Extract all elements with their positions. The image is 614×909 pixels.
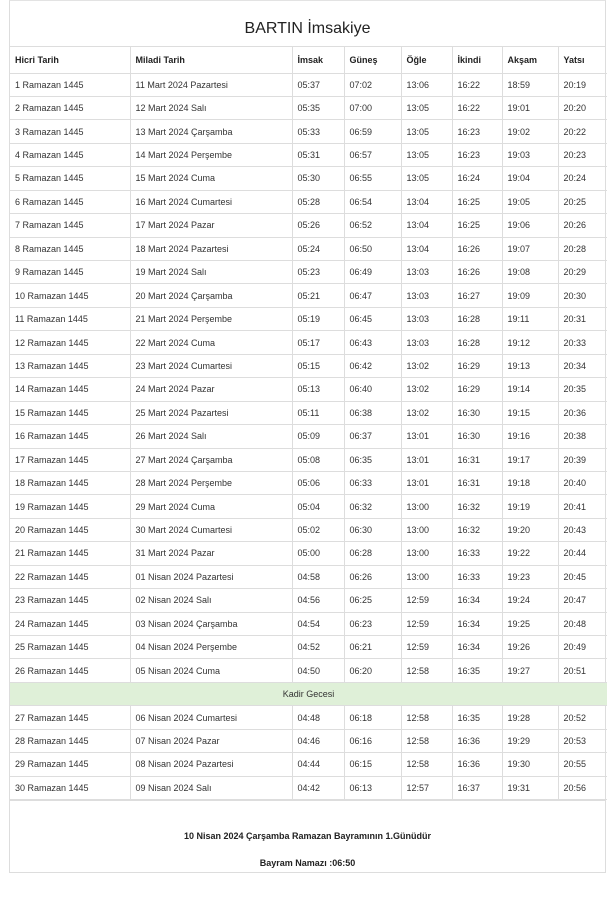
cell-ogle-time: 13:00	[401, 518, 452, 541]
cell-yatsi-time: 20:26	[558, 214, 607, 237]
cell-imsak-time: 04:56	[292, 589, 344, 612]
page-title: BARTIN İmsakiye	[10, 1, 605, 47]
cell-aksam-time: 19:27	[502, 659, 558, 682]
cell-hicri-date: 5 Ramazan 1445	[10, 167, 130, 190]
kadir-gecesi-row	[10, 682, 607, 705]
cell-hicri-date: 14 Ramazan 1445	[10, 378, 130, 401]
cell-aksam-time: 19:15	[502, 401, 558, 424]
cell-yatsi-time: 20:29	[558, 261, 607, 284]
cell-gunes-time: 06:49	[344, 261, 401, 284]
cell-aksam-time: 19:14	[502, 378, 558, 401]
cell-imsak-time: 04:50	[292, 659, 344, 682]
table-row	[10, 706, 607, 729]
table-row	[10, 167, 607, 190]
col-header-hicri: Hicri Tarih	[10, 47, 130, 73]
cell-ogle-time: 12:58	[401, 706, 452, 729]
cell-gunes-time: 06:26	[344, 565, 401, 588]
cell-ikindi-time: 16:30	[452, 401, 502, 424]
cell-ikindi-time: 16:28	[452, 307, 502, 330]
cell-yatsi-time: 20:40	[558, 471, 607, 494]
cell-yatsi-time: 20:39	[558, 448, 607, 471]
cell-miladi-date: 15 Mart 2024 Cuma	[130, 167, 292, 190]
bayram-notice: 10 Nisan 2024 Çarşamba Ramazan Bayramının 1.Günüdür	[183, 831, 432, 841]
cell-miladi-date: 28 Mart 2024 Perşembe	[130, 471, 292, 494]
cell-ogle-time: 13:04	[401, 190, 452, 213]
cell-imsak-time: 05:31	[292, 143, 344, 166]
cell-aksam-time: 19:06	[502, 214, 558, 237]
cell-aksam-time: 19:20	[502, 518, 558, 541]
cell-yatsi-time: 20:51	[558, 659, 607, 682]
cell-imsak-time: 05:13	[292, 378, 344, 401]
table-row	[10, 354, 607, 377]
cell-ogle-time: 13:05	[401, 120, 452, 143]
col-header-gunes: Güneş	[344, 47, 401, 73]
cell-hicri-date: 12 Ramazan 1445	[10, 331, 130, 354]
cell-yatsi-time: 20:52	[558, 706, 607, 729]
cell-yatsi-time: 20:35	[558, 378, 607, 401]
table-row	[10, 401, 607, 424]
cell-ogle-time: 13:00	[401, 542, 452, 565]
cell-gunes-time: 06:59	[344, 120, 401, 143]
cell-hicri-date: 26 Ramazan 1445	[10, 659, 130, 682]
cell-gunes-time: 06:21	[344, 636, 401, 659]
cell-miladi-date: 29 Mart 2024 Cuma	[130, 495, 292, 518]
table-row	[10, 542, 607, 565]
cell-gunes-time: 06:35	[344, 448, 401, 471]
cell-ogle-time: 13:00	[401, 565, 452, 588]
cell-yatsi-time: 20:41	[558, 495, 607, 518]
cell-miladi-date: 31 Mart 2024 Pazar	[130, 542, 292, 565]
cell-gunes-time: 06:25	[344, 589, 401, 612]
cell-gunes-time: 06:33	[344, 471, 401, 494]
table-row	[10, 120, 607, 143]
cell-miladi-date: 23 Mart 2024 Cumartesi	[130, 354, 292, 377]
cell-ogle-time: 13:03	[401, 284, 452, 307]
cell-imsak-time: 05:06	[292, 471, 344, 494]
table-row	[10, 378, 607, 401]
cell-gunes-time: 06:23	[344, 612, 401, 635]
col-header-ogle: Öğle	[401, 47, 452, 73]
cell-aksam-time: 19:26	[502, 636, 558, 659]
cell-aksam-time: 19:04	[502, 167, 558, 190]
cell-aksam-time: 19:30	[502, 753, 558, 776]
cell-miladi-date: 01 Nisan 2024 Pazartesi	[130, 565, 292, 588]
col-header-imsak: İmsak	[292, 47, 344, 73]
cell-gunes-time: 06:20	[344, 659, 401, 682]
cell-aksam-time: 19:19	[502, 495, 558, 518]
cell-miladi-date: 21 Mart 2024 Perşembe	[130, 307, 292, 330]
cell-gunes-time: 06:57	[344, 143, 401, 166]
cell-ikindi-time: 16:34	[452, 612, 502, 635]
cell-miladi-date: 08 Nisan 2024 Pazartesi	[130, 753, 292, 776]
cell-gunes-time: 06:15	[344, 753, 401, 776]
table-row	[10, 190, 607, 213]
cell-hicri-date: 16 Ramazan 1445	[10, 425, 130, 448]
table-row	[10, 261, 607, 284]
cell-ikindi-time: 16:33	[452, 542, 502, 565]
cell-yatsi-time: 20:30	[558, 284, 607, 307]
cell-ogle-time: 12:58	[401, 659, 452, 682]
cell-yatsi-time: 20:49	[558, 636, 607, 659]
table-row	[10, 284, 607, 307]
cell-imsak-time: 05:30	[292, 167, 344, 190]
cell-ogle-time: 13:02	[401, 401, 452, 424]
cell-aksam-time: 19:02	[502, 120, 558, 143]
table-row	[10, 237, 607, 260]
cell-yatsi-time: 20:48	[558, 612, 607, 635]
cell-ogle-time: 13:03	[401, 307, 452, 330]
cell-miladi-date: 09 Nisan 2024 Salı	[130, 776, 292, 799]
cell-gunes-time: 06:32	[344, 495, 401, 518]
cell-gunes-time: 06:16	[344, 729, 401, 752]
cell-miladi-date: 16 Mart 2024 Cumartesi	[130, 190, 292, 213]
col-header-miladi: Miladi Tarih	[130, 47, 292, 73]
cell-imsak-time: 05:21	[292, 284, 344, 307]
cell-yatsi-time: 20:19	[558, 73, 607, 96]
cell-hicri-date: 29 Ramazan 1445	[10, 753, 130, 776]
cell-gunes-time: 06:55	[344, 167, 401, 190]
table-row	[10, 214, 607, 237]
cell-yatsi-time: 20:33	[558, 331, 607, 354]
col-header-ikindi: İkindi	[452, 47, 502, 73]
table-row	[10, 448, 607, 471]
table-row	[10, 331, 607, 354]
cell-aksam-time: 19:08	[502, 261, 558, 284]
cell-aksam-time: 19:09	[502, 284, 558, 307]
table-body	[10, 73, 607, 800]
cell-aksam-time: 19:24	[502, 589, 558, 612]
cell-imsak-time: 04:44	[292, 753, 344, 776]
cell-miladi-date: 04 Nisan 2024 Perşembe	[130, 636, 292, 659]
cell-miladi-date: 17 Mart 2024 Pazar	[130, 214, 292, 237]
cell-gunes-time: 06:38	[344, 401, 401, 424]
cell-gunes-time: 06:37	[344, 425, 401, 448]
cell-ogle-time: 12:58	[401, 753, 452, 776]
cell-aksam-time: 19:01	[502, 96, 558, 119]
cell-hicri-date: 1 Ramazan 1445	[10, 73, 130, 96]
cell-hicri-date: 8 Ramazan 1445	[10, 237, 130, 260]
cell-aksam-time: 19:12	[502, 331, 558, 354]
cell-imsak-time: 04:42	[292, 776, 344, 799]
cell-ogle-time: 12:59	[401, 589, 452, 612]
cell-ikindi-time: 16:28	[452, 331, 502, 354]
cell-gunes-time: 06:43	[344, 331, 401, 354]
cell-aksam-time: 19:29	[502, 729, 558, 752]
cell-ikindi-time: 16:34	[452, 636, 502, 659]
cell-ogle-time: 13:01	[401, 471, 452, 494]
cell-miladi-date: 07 Nisan 2024 Pazar	[130, 729, 292, 752]
table-row	[10, 729, 607, 752]
cell-aksam-time: 19:13	[502, 354, 558, 377]
cell-hicri-date: 4 Ramazan 1445	[10, 143, 130, 166]
cell-yatsi-time: 20:28	[558, 237, 607, 260]
cell-hicri-date: 18 Ramazan 1445	[10, 471, 130, 494]
cell-yatsi-time: 20:34	[558, 354, 607, 377]
cell-imsak-time: 05:37	[292, 73, 344, 96]
cell-yatsi-time: 20:53	[558, 729, 607, 752]
cell-hicri-date: 24 Ramazan 1445	[10, 612, 130, 635]
cell-gunes-time: 06:40	[344, 378, 401, 401]
table-row	[10, 636, 607, 659]
cell-imsak-time: 05:15	[292, 354, 344, 377]
cell-gunes-time: 06:45	[344, 307, 401, 330]
cell-ikindi-time: 16:22	[452, 73, 502, 96]
bayram-namazi: Bayram Namazı :06:50	[259, 858, 356, 868]
cell-imsak-time: 05:11	[292, 401, 344, 424]
cell-aksam-time: 19:07	[502, 237, 558, 260]
table-row	[10, 612, 607, 635]
cell-ikindi-time: 16:24	[452, 167, 502, 190]
cell-gunes-time: 06:50	[344, 237, 401, 260]
cell-miladi-date: 03 Nisan 2024 Çarşamba	[130, 612, 292, 635]
cell-hicri-date: 3 Ramazan 1445	[10, 120, 130, 143]
footer-spacer	[10, 800, 605, 827]
cell-miladi-date: 14 Mart 2024 Perşembe	[130, 143, 292, 166]
cell-imsak-time: 05:24	[292, 237, 344, 260]
cell-ikindi-time: 16:31	[452, 471, 502, 494]
cell-miladi-date: 12 Mart 2024 Salı	[130, 96, 292, 119]
cell-imsak-time: 05:19	[292, 307, 344, 330]
cell-yatsi-time: 20:56	[558, 776, 607, 799]
imsakiye-table	[10, 47, 607, 800]
table-row	[10, 589, 607, 612]
cell-aksam-time: 19:31	[502, 776, 558, 799]
cell-ogle-time: 12:58	[401, 729, 452, 752]
cell-imsak-time: 05:35	[292, 96, 344, 119]
cell-hicri-date: 30 Ramazan 1445	[10, 776, 130, 799]
cell-aksam-time: 18:59	[502, 73, 558, 96]
cell-gunes-time: 06:47	[344, 284, 401, 307]
cell-miladi-date: 26 Mart 2024 Salı	[130, 425, 292, 448]
cell-ogle-time: 13:01	[401, 425, 452, 448]
cell-ogle-time: 13:00	[401, 495, 452, 518]
cell-imsak-time: 05:23	[292, 261, 344, 284]
cell-imsak-time: 05:04	[292, 495, 344, 518]
cell-ogle-time: 13:02	[401, 378, 452, 401]
table-row	[10, 495, 607, 518]
cell-yatsi-time: 20:43	[558, 518, 607, 541]
cell-imsak-time: 05:00	[292, 542, 344, 565]
cell-ogle-time: 13:06	[401, 73, 452, 96]
imsakiye-panel	[9, 0, 606, 873]
cell-miladi-date: 27 Mart 2024 Çarşamba	[130, 448, 292, 471]
cell-aksam-time: 19:17	[502, 448, 558, 471]
cell-imsak-time: 05:17	[292, 331, 344, 354]
cell-hicri-date: 9 Ramazan 1445	[10, 261, 130, 284]
cell-yatsi-time: 20:36	[558, 401, 607, 424]
cell-ikindi-time: 16:30	[452, 425, 502, 448]
cell-miladi-date: 22 Mart 2024 Cuma	[130, 331, 292, 354]
cell-imsak-time: 05:28	[292, 190, 344, 213]
cell-ikindi-time: 16:23	[452, 120, 502, 143]
cell-hicri-date: 6 Ramazan 1445	[10, 190, 130, 213]
cell-ogle-time: 13:01	[401, 448, 452, 471]
col-header-yatsi: Yatsı	[558, 47, 607, 73]
table-row	[10, 471, 607, 494]
cell-imsak-time: 05:26	[292, 214, 344, 237]
cell-yatsi-time: 20:22	[558, 120, 607, 143]
cell-ikindi-time: 16:33	[452, 565, 502, 588]
table-row	[10, 659, 607, 682]
cell-ikindi-time: 16:35	[452, 659, 502, 682]
cell-imsak-time: 04:54	[292, 612, 344, 635]
cell-imsak-time: 05:08	[292, 448, 344, 471]
cell-gunes-time: 06:52	[344, 214, 401, 237]
cell-miladi-date: 20 Mart 2024 Çarşamba	[130, 284, 292, 307]
cell-yatsi-time: 20:24	[558, 167, 607, 190]
cell-ogle-time: 13:04	[401, 237, 452, 260]
cell-miladi-date: 19 Mart 2024 Salı	[130, 261, 292, 284]
cell-yatsi-time: 20:23	[558, 143, 607, 166]
cell-ikindi-time: 16:25	[452, 214, 502, 237]
cell-ikindi-time: 16:34	[452, 589, 502, 612]
cell-aksam-time: 19:18	[502, 471, 558, 494]
cell-hicri-date: 7 Ramazan 1445	[10, 214, 130, 237]
cell-imsak-time: 04:46	[292, 729, 344, 752]
cell-ikindi-time: 16:27	[452, 284, 502, 307]
cell-hicri-date: 28 Ramazan 1445	[10, 729, 130, 752]
table-row	[10, 307, 607, 330]
cell-hicri-date: 10 Ramazan 1445	[10, 284, 130, 307]
cell-yatsi-time: 20:44	[558, 542, 607, 565]
table-row	[10, 143, 607, 166]
cell-aksam-time: 19:11	[502, 307, 558, 330]
cell-gunes-time: 06:42	[344, 354, 401, 377]
cell-ogle-time: 13:02	[401, 354, 452, 377]
kadir-gecesi-label: Kadir Gecesi	[10, 682, 607, 705]
cell-aksam-time: 19:03	[502, 143, 558, 166]
cell-miladi-date: 05 Nisan 2024 Cuma	[130, 659, 292, 682]
cell-ikindi-time: 16:32	[452, 495, 502, 518]
cell-yatsi-time: 20:55	[558, 753, 607, 776]
table-row	[10, 565, 607, 588]
cell-yatsi-time: 20:47	[558, 589, 607, 612]
cell-gunes-time: 06:30	[344, 518, 401, 541]
cell-imsak-time: 04:52	[292, 636, 344, 659]
cell-hicri-date: 20 Ramazan 1445	[10, 518, 130, 541]
cell-yatsi-time: 20:31	[558, 307, 607, 330]
cell-miladi-date: 02 Nisan 2024 Salı	[130, 589, 292, 612]
cell-aksam-time: 19:23	[502, 565, 558, 588]
cell-ikindi-time: 16:29	[452, 354, 502, 377]
cell-aksam-time: 19:28	[502, 706, 558, 729]
cell-aksam-time: 19:22	[502, 542, 558, 565]
cell-hicri-date: 22 Ramazan 1445	[10, 565, 130, 588]
cell-ogle-time: 12:57	[401, 776, 452, 799]
cell-gunes-time: 07:00	[344, 96, 401, 119]
cell-ogle-time: 12:59	[401, 612, 452, 635]
cell-aksam-time: 19:05	[502, 190, 558, 213]
cell-yatsi-time: 20:25	[558, 190, 607, 213]
cell-yatsi-time: 20:45	[558, 565, 607, 588]
cell-imsak-time: 04:48	[292, 706, 344, 729]
cell-hicri-date: 17 Ramazan 1445	[10, 448, 130, 471]
cell-hicri-date: 2 Ramazan 1445	[10, 96, 130, 119]
cell-gunes-time: 07:02	[344, 73, 401, 96]
cell-hicri-date: 11 Ramazan 1445	[10, 307, 130, 330]
cell-miladi-date: 30 Mart 2024 Cumartesi	[130, 518, 292, 541]
cell-ikindi-time: 16:36	[452, 729, 502, 752]
cell-hicri-date: 25 Ramazan 1445	[10, 636, 130, 659]
col-header-aksam: Akşam	[502, 47, 558, 73]
cell-ikindi-time: 16:26	[452, 261, 502, 284]
cell-hicri-date: 19 Ramazan 1445	[10, 495, 130, 518]
cell-miladi-date: 13 Mart 2024 Çarşamba	[130, 120, 292, 143]
cell-miladi-date: 24 Mart 2024 Pazar	[130, 378, 292, 401]
cell-ikindi-time: 16:23	[452, 143, 502, 166]
cell-ogle-time: 13:05	[401, 96, 452, 119]
cell-hicri-date: 15 Ramazan 1445	[10, 401, 130, 424]
cell-miladi-date: 11 Mart 2024 Pazartesi	[130, 73, 292, 96]
cell-ogle-time: 13:03	[401, 261, 452, 284]
cell-ikindi-time: 16:36	[452, 753, 502, 776]
cell-gunes-time: 06:28	[344, 542, 401, 565]
cell-gunes-time: 06:18	[344, 706, 401, 729]
table-row	[10, 753, 607, 776]
cell-ikindi-time: 16:37	[452, 776, 502, 799]
cell-aksam-time: 19:16	[502, 425, 558, 448]
cell-ogle-time: 13:05	[401, 167, 452, 190]
cell-ogle-time: 12:59	[401, 636, 452, 659]
cell-imsak-time: 05:02	[292, 518, 344, 541]
cell-ikindi-time: 16:22	[452, 96, 502, 119]
table-row	[10, 96, 607, 119]
cell-aksam-time: 19:25	[502, 612, 558, 635]
cell-ikindi-time: 16:35	[452, 706, 502, 729]
cell-hicri-date: 13 Ramazan 1445	[10, 354, 130, 377]
table-header-row	[10, 47, 607, 73]
table-row	[10, 73, 607, 96]
cell-gunes-time: 06:13	[344, 776, 401, 799]
cell-miladi-date: 06 Nisan 2024 Cumartesi	[130, 706, 292, 729]
cell-yatsi-time: 20:38	[558, 425, 607, 448]
cell-ogle-time: 13:03	[401, 331, 452, 354]
table-row	[10, 425, 607, 448]
cell-gunes-time: 06:54	[344, 190, 401, 213]
cell-imsak-time: 05:33	[292, 120, 344, 143]
cell-ikindi-time: 16:29	[452, 378, 502, 401]
cell-ogle-time: 13:04	[401, 214, 452, 237]
cell-imsak-time: 04:58	[292, 565, 344, 588]
cell-ikindi-time: 16:25	[452, 190, 502, 213]
cell-imsak-time: 05:09	[292, 425, 344, 448]
cell-miladi-date: 18 Mart 2024 Pazartesi	[130, 237, 292, 260]
table-row	[10, 518, 607, 541]
cell-ikindi-time: 16:26	[452, 237, 502, 260]
cell-yatsi-time: 20:20	[558, 96, 607, 119]
cell-hicri-date: 21 Ramazan 1445	[10, 542, 130, 565]
cell-ikindi-time: 16:32	[452, 518, 502, 541]
cell-ogle-time: 13:05	[401, 143, 452, 166]
cell-hicri-date: 23 Ramazan 1445	[10, 589, 130, 612]
table-row	[10, 776, 607, 799]
cell-ikindi-time: 16:31	[452, 448, 502, 471]
cell-hicri-date: 27 Ramazan 1445	[10, 706, 130, 729]
cell-miladi-date: 25 Mart 2024 Pazartesi	[130, 401, 292, 424]
